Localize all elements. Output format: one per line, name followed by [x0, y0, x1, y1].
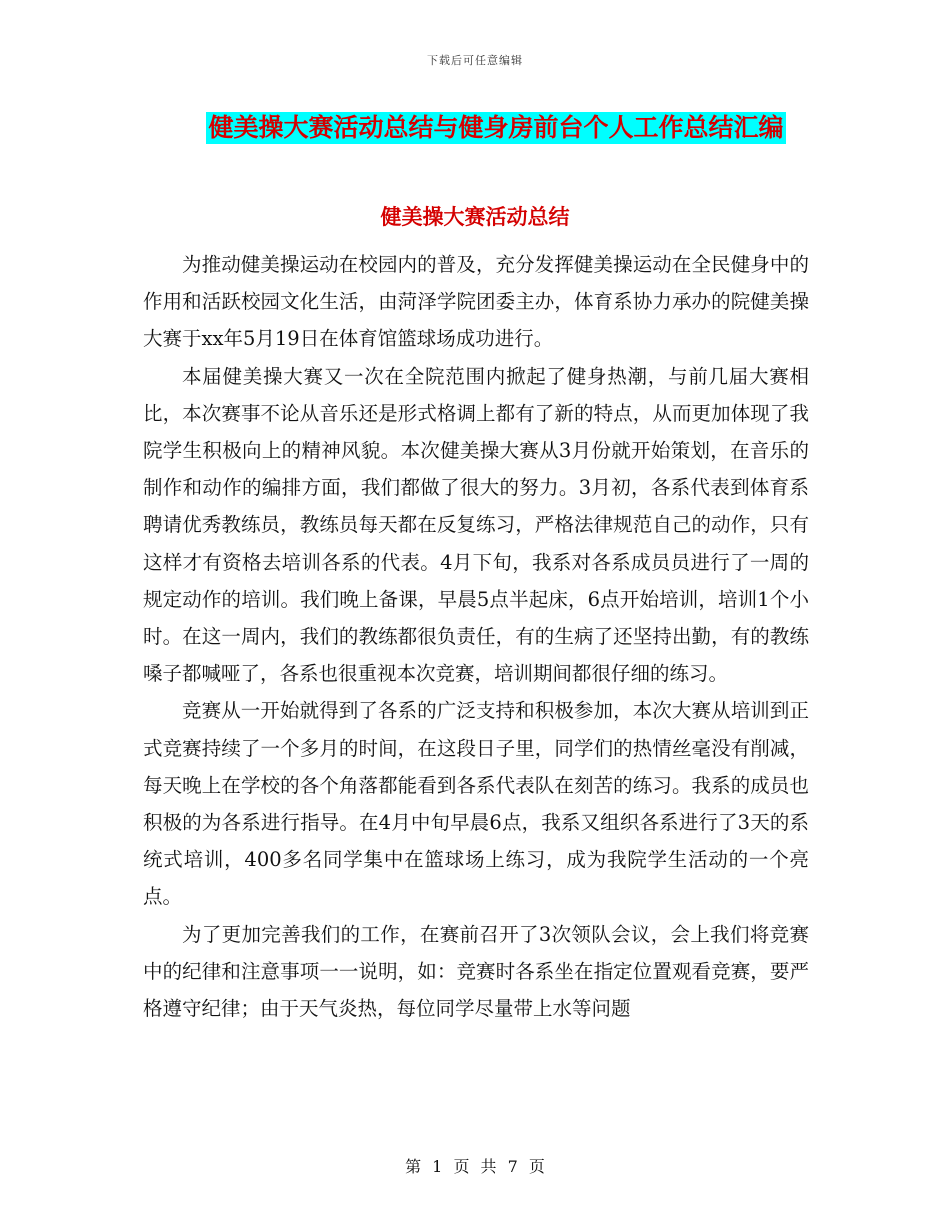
section-title: 健美操大赛活动总结: [380, 204, 570, 229]
body-paragraph-4: 为了更加完善我们的工作，在赛前召开了3次领队会议，会上我们将竞赛中的纪律和注意事项一一说明，如：竞赛时各系坐在指定位置观看竞赛，要严格遵守纪律；由于天气炎热，每位同学尽量带上水等问题: [143, 922, 809, 1021]
header-note: 下载后可任意编辑: [427, 54, 523, 67]
document-body: [143, 246, 809, 1027]
body-paragraph-3: 竞赛从一开始就得到了各系的广泛支持和积极参加，本次大赛从培训到正式竞赛持续了一个多月的时间，在这段日子里，同学们的热情丝毫没有削减，每天晚上在学校的各个角落都能看到各系代表队在刻苦的练习。我系的成员也积极的为各系进行指导。在4月中旬早晨6点，我系又组织各系进行了3天的系统式培训，400多名同学集中在篮球场上练习，成为我院学生活动的一个亮点。: [143, 699, 809, 909]
document-title-container: [191, 112, 801, 144]
document-title: 健美操大赛活动总结与健身房前台个人工作总结汇编: [208, 113, 784, 142]
body-paragraph-1: 为推动健美操运动在校园内的普及，充分发挥健美操运动在全民健身中的作用和活跃校园文化生活，由菏泽学院团委主办，体育系协力承办的院健美操大赛于xx年5月19日在体育馆篮球场成功进行。: [143, 253, 809, 351]
page-indicator: 第 1 页 共 7 页: [405, 1157, 545, 1176]
body-paragraph-2: 本届健美操大赛又一次在全院范围内掀起了健身热潮，与前几届大赛相比，本次赛事不论从音乐还是形式格调上都有了新的特点，从而更加体现了我院学生积极向上的精神风貌。本次健美操大赛从3月份就开始策划，在音乐的制作和动作的编排方面，我们都做了很大的努力。3月初，各系代表到体育系聘请优秀教练员，教练员每天都在反复练习，严格法律规范自己的动作，只有这样才有资格去培训各系的代表。4月下旬，我系对各系成员员进行了一周的规定动作的培训。我们晚上备课，早晨5点半起床，6点开始培训，培训1个小时。在这一周内，我们的教练都很负责任，有的生病了还坚持出勤，有的教练嗓子都喊哑了，各系也很重视本次竞赛，培训期间都很仔细的练习。: [143, 364, 809, 686]
